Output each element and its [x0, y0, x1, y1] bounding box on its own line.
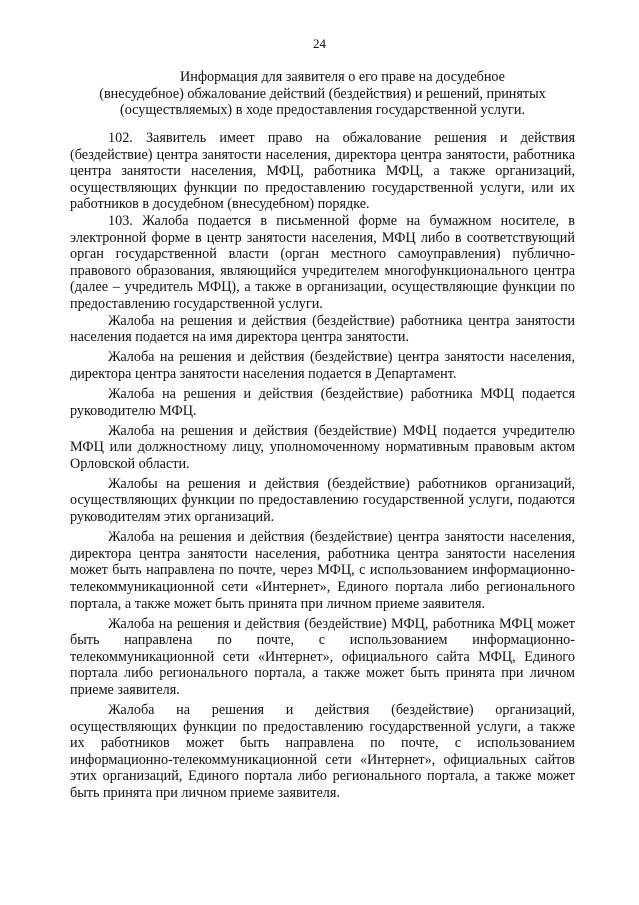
paragraph-103: 103. Жалоба подается в письменной форме на бумажном носителе, в электронной форме в центр занятости населения, МФЦ либо в соответствующий орган государственной власти (орган местного самоуправления) публично-правового образования, являющийся учредителем многофункционального центра (далее – учредитель МФЦ), а также в организации, осуществляющие функции по предоставлению государственной услуги. [70, 212, 575, 312]
paragraph: Жалобы на решения и действия (бездействие) работников организаций, осуществляющих функции по предоставлению государственной услуги, подаются руководителям этих организаций. [70, 475, 575, 526]
heading-line-1: Информация для заявителя о его праве на досудебное [180, 69, 505, 85]
paragraph-102: 102. Заявитель имеет право на обжалование решения и действия (бездействие) центра занятости населения, директора центра занятости, работника центра занятости населения, МФЦ, работника МФЦ, а также организаций, осуществляющих функции по предоставлению государственной услуги, или их работников в досудебном (внесудебном) порядке. [70, 130, 575, 213]
paragraph: Жалоба на решения и действия (бездействие) работника МФЦ подается руководителю МФЦ. [70, 385, 575, 419]
heading-line-3: (осуществляемых) в ходе предоставления государственной услуги. [119, 102, 526, 118]
paragraph: Жалоба на решения и действия (бездействие) центра занятости населения, директора центра занятости населения, работника центра занятости населения может быть направлена по почте, через МФЦ, с использованием информационно-телекоммуникационной сети «Интернет», Единого портала либо регионального портала, а также может быть принята при личном приеме заявителя. [70, 529, 575, 612]
heading-line-2: (внесудебное) обжалование действий (бездействия) и решений, принятых [99, 85, 546, 102]
page-number: 24 [313, 36, 326, 51]
paragraph: Жалоба на решения и действия (бездействие) организаций, осуществляющих функции по предоставлению государственной услуги, а также их работников может быть направлена по почте, с использованием информационно-телекоммуникационной сети «Интернет», официальных сайтов этих организаций, Единого портала либо регионального портала, а также может быть принята при личном приеме заявителя. [70, 702, 575, 802]
section-heading [70, 69, 575, 119]
document-body [70, 130, 575, 802]
paragraph: Жалоба на решения и действия (бездействие) МФЦ, работника МФЦ может быть направлена по почте, с использованием информационно-телекоммуникационной сети «Интернет», официального сайта МФЦ, Единого портала либо регионального портала, а также может быть принята при личном приеме заявителя. [70, 615, 575, 698]
paragraph: Жалоба на решения и действия (бездействие) МФЦ подается учредителю МФЦ или должностному лицу, уполномоченному нормативным правовым актом Орловской области. [70, 422, 575, 472]
paragraph: Жалоба на решения и действия (бездействие) центра занятости населения, директора центра занятости населения подается в Департамент. [70, 349, 575, 382]
paragraph: Жалоба на решения и действия (бездействие) работника центра занятости населения подается на имя директора центра занятости. [70, 312, 575, 346]
